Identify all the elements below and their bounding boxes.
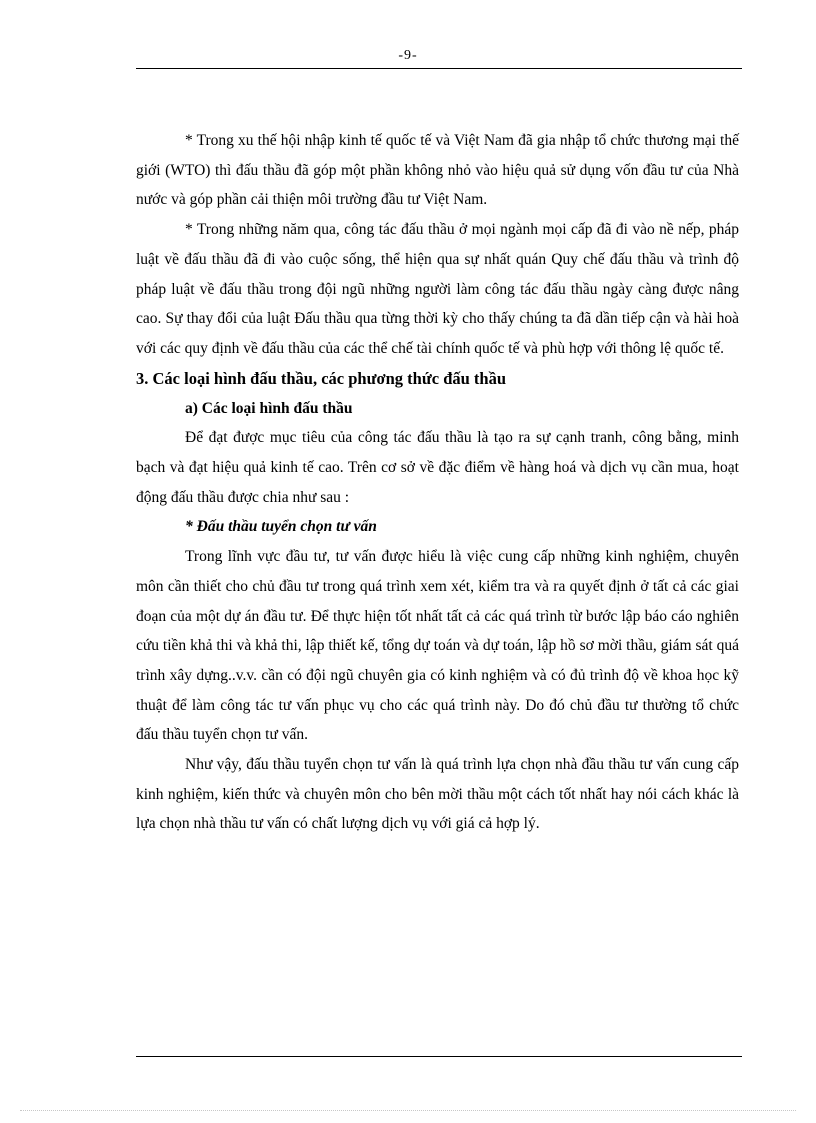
paragraph-bidding-progress: * Trong những năm qua, công tác đấu thầu ở mọi ngành mọi cấp đã đi vào nề nếp, pháp luật về đấu thầu đã đi vào cuộc sống, thể hiện qua sự nhất quán Quy chế đấu thầu và trình độ pháp luật về đấu thầu trong đội ngũ những người làm công tác đấu thầu ngày càng được nâng cao. Sự thay đổi của luật Đấu thầu qua từng thời kỳ cho thấy chúng ta đã dần tiếp cận và hài hoà với các quy định về đấu thầu của các thể chế tài chính quốc tế và phù hợp với thông lệ quốc tế. (136, 221, 739, 357)
paragraph-consulting-definition: Trong lĩnh vực đầu tư, tư vấn được hiểu là việc cung cấp những kinh nghiệm, chuyên môn cần thiết cho chủ đầu tư trong quá trình xem xét, kiểm tra và ra quyết định ở tất cả các giai đoạn của một dự án đầu tư. Để thực hiện tốt nhất tất cả các quá trình từ bước lập báo cáo nghiên cứu tiền khả thi và khả thi, lập thiết kế, tổng dự toán và dự toán, lập hồ sơ mời thầu, giám sát quá trình xây dựng..v.v. cần có đội ngũ chuyên gia có kinh nghiệm và có đủ trình độ về khoa học kỹ thuật để làm công tác tư vấn phục vụ cho các quá trình này. Do đó chủ đầu tư thường tổ chức đấu thầu tuyển chọn tư vấn. (136, 548, 739, 744)
item-heading-consulting: * Đấu thầu tuyển chọn tư vấn (185, 518, 377, 536)
paragraph-consulting-summary: Như vậy, đấu thầu tuyển chọn tư vấn là quá trình lựa chọn nhà đầu thầu tư vấn cung cấp kinh nghiệm, kiến thức và chuyên môn cho bên mời thầu một cách tốt nhất hay nói cách khác là lựa chọn nhà thầu tư vấn có chất lượng dịch vụ với giá cả hợp lý. (136, 756, 739, 833)
footer-rule (136, 1056, 742, 1057)
subsection-heading: a) Các loại hình đấu thầu (185, 399, 353, 417)
header-rule (136, 68, 742, 69)
page-bottom-edge (20, 1110, 796, 1111)
section-heading: 3. Các loại hình đấu thầu, các phương thức đấu thầu (136, 368, 507, 388)
page-number: -9- (398, 48, 418, 63)
document-body (136, 126, 739, 839)
paragraph-wto-integration: * Trong xu thế hội nhập kinh tế quốc tế và Việt Nam đã gia nhập tổ chức thương mại thế giới (WTO) thì đấu thầu đã góp một phần không nhỏ vào hiệu quả sử dụng vốn đầu tư của Nhà nước và góp phần cải thiện môi trường đầu tư Việt Nam. (136, 132, 739, 209)
paragraph-bidding-types-intro: Để đạt được mục tiêu của công tác đấu thầu là tạo ra sự cạnh tranh, công bằng, minh bạch và đạt hiệu quả kinh tế cao. Trên cơ sở về đặc điểm về hàng hoá và dịch vụ cần mua, hoạt động đấu thầu được chia như sau : (136, 429, 739, 506)
